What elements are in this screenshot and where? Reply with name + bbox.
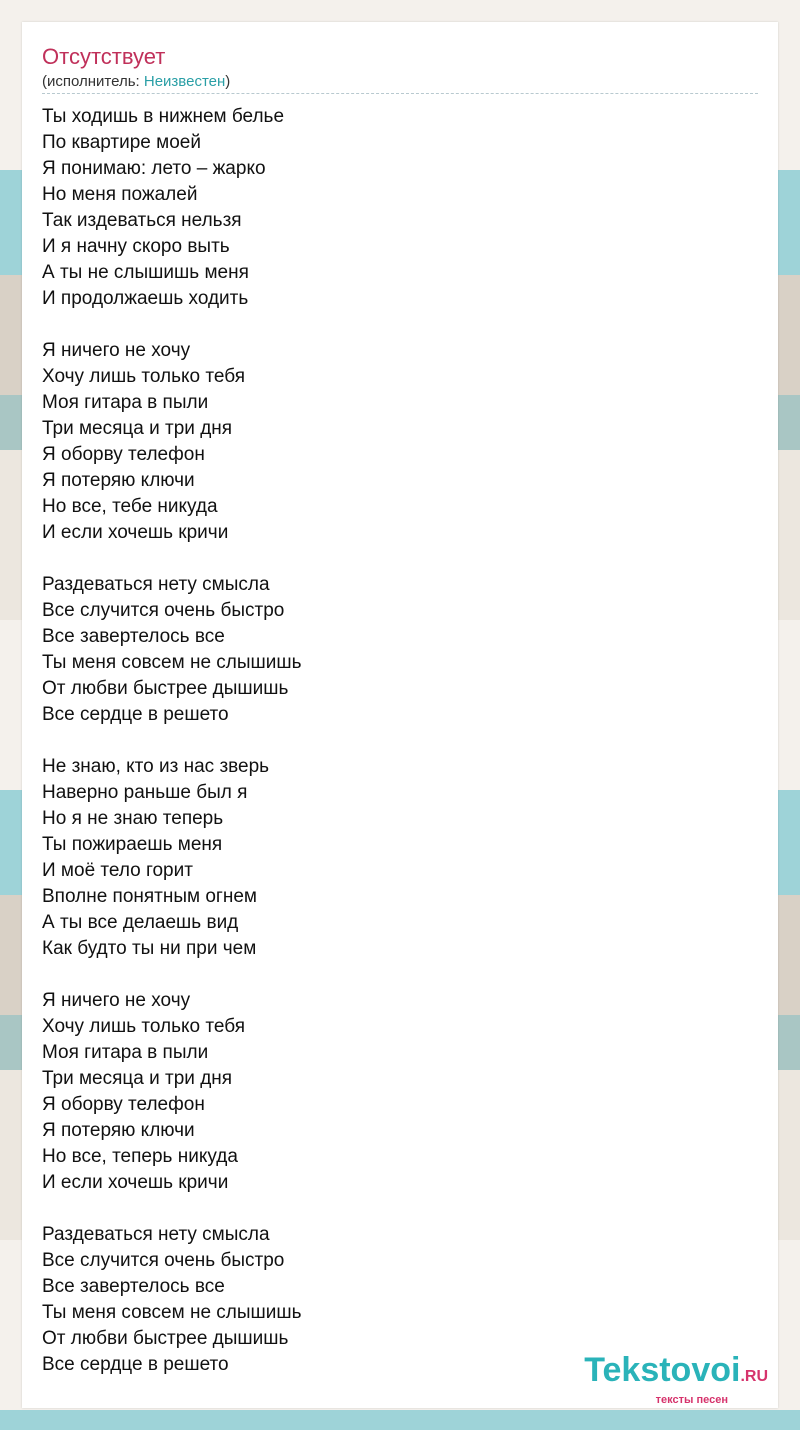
- lyric-line: Ты меня совсем не слышишь: [42, 652, 302, 673]
- lyric-line: От любви быстрее дышишь: [42, 678, 289, 699]
- lyric-line: А ты не слышишь меня: [42, 262, 249, 283]
- stanza: [42, 104, 758, 312]
- lyric-line: Три месяца и три дня: [42, 418, 233, 439]
- artist-link[interactable]: Неизвестен: [143, 73, 226, 90]
- lyric-line: Я ничего не хочу: [42, 340, 191, 361]
- lyric-line: Вполне понятным огнем: [42, 886, 257, 907]
- lyric-line: Но меня пожалей: [42, 184, 198, 205]
- lyric-line: Моя гитара в пыли: [42, 1042, 209, 1063]
- lyric-line: И моё тело горит: [42, 860, 193, 881]
- stanza: [42, 572, 758, 728]
- lyrics-card: [22, 22, 778, 1408]
- lyric-line: И если хочешь кричи: [42, 1172, 229, 1193]
- lyric-line: Но все, теперь никуда: [42, 1146, 238, 1167]
- lyric-line: Ты пожираешь меня: [42, 834, 223, 855]
- logo-tld: .RU: [740, 1368, 768, 1385]
- lyric-line: Все сердце в решето: [42, 1354, 229, 1375]
- lyric-line: Так издеваться нельзя: [42, 210, 242, 231]
- site-logo[interactable]: [584, 1353, 768, 1406]
- artist-suffix: ): [225, 73, 231, 90]
- lyric-line: Все случится очень быстро: [42, 600, 285, 621]
- lyric-line: И я начну скоро выть: [42, 236, 230, 257]
- lyric-line: А ты все делаешь вид: [42, 912, 239, 933]
- lyric-line: Я ничего не хочу: [42, 990, 191, 1011]
- lyrics-text: [42, 104, 758, 1404]
- lyric-line: Но я не знаю теперь: [42, 808, 224, 829]
- lyric-line: Все случится очень быстро: [42, 1250, 285, 1271]
- logo-tagline: тексты песен: [655, 1394, 728, 1406]
- lyric-line: Все сердце в решето: [42, 704, 229, 725]
- logo-name: Tekstovoi: [584, 1351, 741, 1389]
- stanza: [42, 338, 758, 546]
- lyric-line: Я потеряю ключи: [42, 470, 195, 491]
- lyric-line: Раздеваться нету смысла: [42, 574, 270, 595]
- lyric-line: И если хочешь кричи: [42, 522, 229, 543]
- lyric-line: Моя гитара в пыли: [42, 392, 209, 413]
- lyric-line: Как будто ты ни при чем: [42, 938, 257, 959]
- lyric-line: Ты ходишь в нижнем белье: [42, 106, 285, 127]
- lyric-line: И продолжаешь ходить: [42, 288, 249, 309]
- lyric-line: От любви быстрее дышишь: [42, 1328, 289, 1349]
- song-title: Отсутствует: [42, 44, 166, 69]
- lyric-line: Я понимаю: лето – жарко: [42, 158, 266, 179]
- lyric-line: Я оборву телефон: [42, 1094, 205, 1115]
- lyric-line: Но все, тебе никуда: [42, 496, 218, 517]
- lyric-line: Я оборву телефон: [42, 444, 205, 465]
- lyric-line: Хочу лишь только тебя: [42, 1016, 245, 1037]
- lyric-line: Все завертелось все: [42, 1276, 225, 1297]
- artist-line: [42, 73, 758, 94]
- lyric-line: Все завертелось все: [42, 626, 225, 647]
- stanza: [42, 988, 758, 1196]
- lyric-line: По квартире моей: [42, 132, 201, 153]
- lyric-line: Хочу лишь только тебя: [42, 366, 245, 387]
- lyric-line: Три месяца и три дня: [42, 1068, 233, 1089]
- lyric-line: Наверно раньше был я: [42, 782, 248, 803]
- lyric-line: Я потеряю ключи: [42, 1120, 195, 1141]
- stanza: [42, 754, 758, 962]
- lyric-line: Раздеваться нету смысла: [42, 1224, 270, 1245]
- artist-prefix: (исполнитель:: [42, 73, 144, 90]
- lyric-line: Не знаю, кто из нас зверь: [42, 756, 270, 777]
- lyric-line: Ты меня совсем не слышишь: [42, 1302, 302, 1323]
